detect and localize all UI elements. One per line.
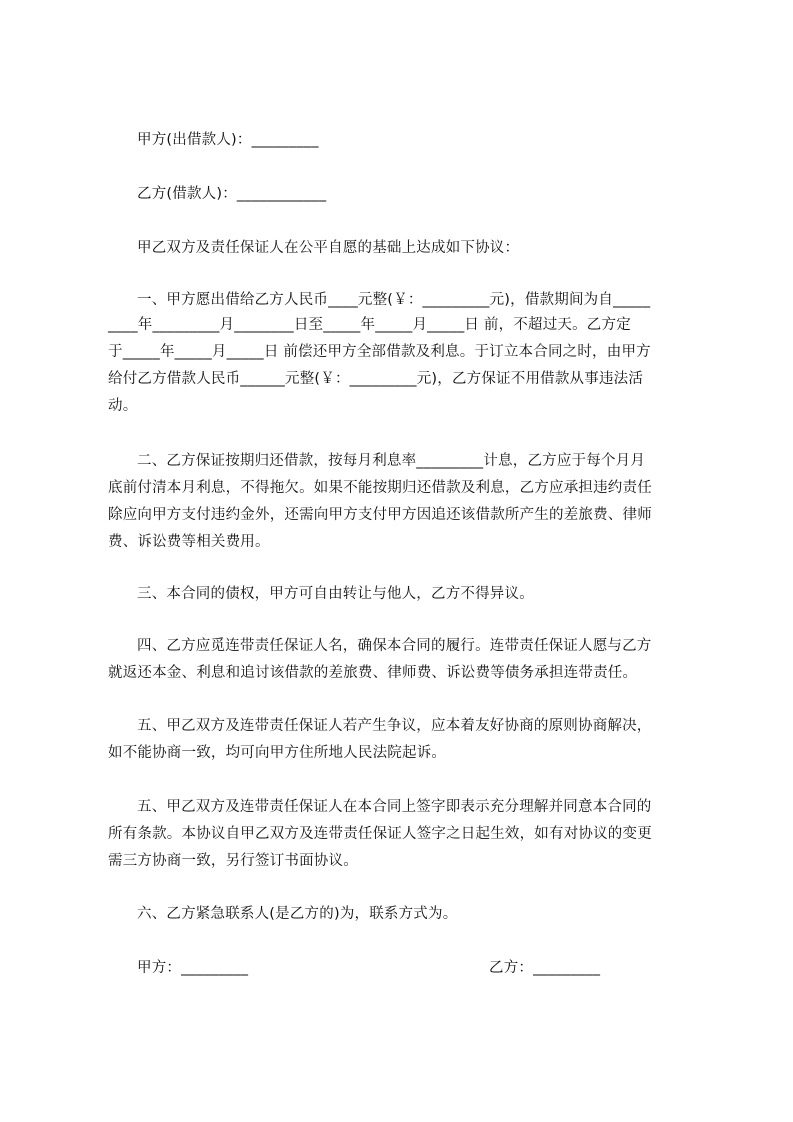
clause-1-line: 动。 [108,398,138,414]
signature-party-a: 甲方：_________ [137,960,249,976]
clause-3-line: 三、本合同的债权，甲方可自由转让与他人，乙方不得异议。 [137,586,534,602]
clause-6-line: 五、甲乙双方及连带责任保证人在本合同上签字即表示充分理解并同意本合同的 [137,799,652,815]
clause-7-line: 六、乙方紧急联系人(是乙方的)为，联系方式为。 [137,906,458,922]
clause-6-line: 需三方协商一致，另行签订书面协议。 [108,853,358,869]
clause-1-line: 于_____年_____月_____日 前偿还甲方全部借款及利息。于订立本合同之时，由甲方 [108,344,651,360]
clause-2-line: 二、乙方保证按期归还借款，按每月利息率_________计息，乙方应于每个月月 [137,453,646,469]
signature-party-b: 乙方：_________ [489,960,601,976]
clause-4-line: 就返还本金、利息和追讨该借款的差旅费、律师费、诉讼费等债务承担连带责任。 [108,665,638,681]
intro-paragraph: 甲乙双方及责任保证人在公平自愿的基础上达成如下协议： [137,240,520,256]
clause-5-line: 五、甲乙双方及连带责任保证人若产生争议，应本着友好协商的原则协商解决， [137,718,652,734]
clause-1-line: 给付乙方借款人民币______元整(￥：_________元)，乙方保证不用借款从事违法活 [108,371,644,387]
clause-6-line: 所有条款。本协议自甲乙双方及连带责任保证人签字之日起生效，如有对协议的变更 [108,826,652,842]
party-b-line: 乙方(借款人)：____________ [137,186,327,202]
clause-4-line: 四、乙方应觅连带责任保证人名，确保本合同的履行。连带责任保证人愿与乙方 [137,638,652,654]
clause-2-line: 除应向甲方支付违约金外，还需向甲方支付甲方因追还该借款所产生的差旅费、律师 [108,507,652,523]
clause-1-line: ____年_________月________日至_____年_____月_____日 前，不超过天。乙方定 [108,317,631,333]
clause-2-line: 底前付清本月利息，不得拖欠。如果不能按期归还借款及利息，乙方应承担违约责任 [108,480,652,496]
clause-2-line: 费、诉讼费等相关费用。 [108,534,270,550]
party-a-line: 甲方(出借款人)：_________ [137,132,319,148]
clause-1-line: 一、甲方愿出借给乙方人民币____元整(￥：_________元)，借款期间为自_____ [137,292,651,308]
clause-5-line: 如不能协商一致，均可向甲方住所地人民法院起诉。 [108,745,447,761]
